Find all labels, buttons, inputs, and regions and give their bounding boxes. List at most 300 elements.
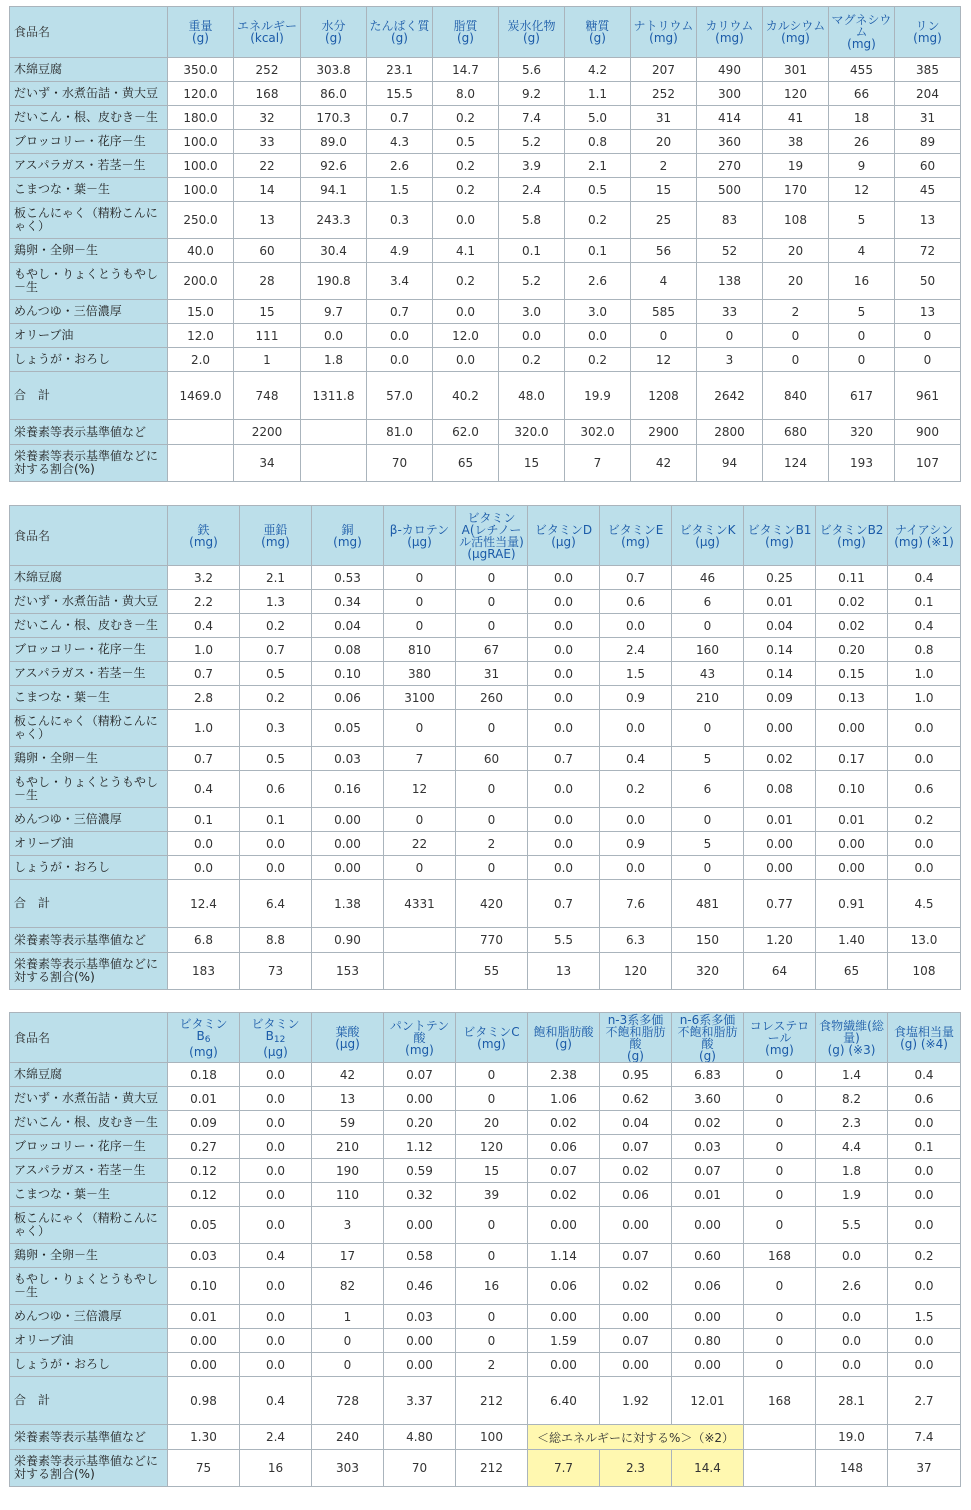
value-cell: 4.9 xyxy=(367,239,433,263)
value-cell: 0.00 xyxy=(312,808,384,832)
food-name: ブロッコリー・花序－生 xyxy=(10,1135,168,1159)
value-cell: 0 xyxy=(456,1207,528,1244)
food-name: もやし・りょくとうもやし－生 xyxy=(10,263,168,300)
value-cell: 0.04 xyxy=(312,614,384,638)
ratio-label: 栄養素等表示基準値などに対する割合(%) xyxy=(10,1450,168,1487)
value-cell: 0 xyxy=(744,1329,816,1353)
reference-label: 栄養素等表示基準値など xyxy=(10,1425,168,1450)
col-copper-header: 銅 (mg) xyxy=(312,506,384,566)
value-cell: 0.4 xyxy=(600,747,672,771)
value-cell: 0.53 xyxy=(312,566,384,590)
food-row xyxy=(10,348,961,372)
reference-cell: 6.3 xyxy=(600,928,672,953)
food-name-header: 食品名 xyxy=(10,7,168,58)
value-cell: 0.6 xyxy=(600,590,672,614)
col-beta-carotene-header: β-カロテン (μg) xyxy=(384,506,456,566)
value-cell: 0 xyxy=(456,710,528,747)
value-cell: 0.00 xyxy=(384,1329,456,1353)
col-weight-header: 重量 (g) xyxy=(168,7,234,58)
value-cell: 0.00 xyxy=(816,856,888,880)
value-cell: 15 xyxy=(234,300,301,324)
value-cell: 0.0 xyxy=(240,1305,312,1329)
value-cell: 4.1 xyxy=(433,239,499,263)
ratio-cell: 65 xyxy=(433,445,499,482)
value-cell: 0.59 xyxy=(384,1159,456,1183)
value-cell: 0 xyxy=(744,1135,816,1159)
value-cell: 380 xyxy=(384,662,456,686)
reference-cell: 302.0 xyxy=(565,420,631,445)
col-cholesterol-header: コレステロール (mg) xyxy=(744,1013,816,1063)
value-cell: 0.58 xyxy=(384,1244,456,1268)
value-cell: 350.0 xyxy=(168,58,234,82)
col-sugar-header: 糖質 (g) xyxy=(565,7,631,58)
total-cell: 0.77 xyxy=(744,880,816,928)
total-cell: 0.7 xyxy=(528,880,600,928)
value-cell: 2.6 xyxy=(565,263,631,300)
value-cell: 4.4 xyxy=(816,1135,888,1159)
ratio-cell: 73 xyxy=(240,953,312,990)
value-cell: 0.02 xyxy=(816,614,888,638)
value-cell: 4.3 xyxy=(367,130,433,154)
value-cell: 0.06 xyxy=(600,1183,672,1207)
reference-cell: 8.8 xyxy=(240,928,312,953)
value-cell: 0.0 xyxy=(240,1111,312,1135)
value-cell: 0.0 xyxy=(888,1268,961,1305)
value-cell: 23.1 xyxy=(367,58,433,82)
value-cell: 0.0 xyxy=(240,1159,312,1183)
food-name: だいず・水煮缶詰・黄大豆 xyxy=(10,590,168,614)
value-cell: 0.03 xyxy=(312,747,384,771)
total-cell: 0.4 xyxy=(240,1377,312,1425)
food-name: 板こんにゃく（精粉こんにゃく） xyxy=(10,1207,168,1244)
total-cell: 48.0 xyxy=(499,372,565,420)
value-cell: 0.00 xyxy=(672,1207,744,1244)
value-cell: 1.8 xyxy=(816,1159,888,1183)
value-cell: 0.0 xyxy=(600,710,672,747)
value-cell: 0.9 xyxy=(600,686,672,710)
value-cell: 0.7 xyxy=(367,106,433,130)
value-cell: 60 xyxy=(456,747,528,771)
ratio-cell: 13 xyxy=(528,953,600,990)
food-name: 木綿豆腐 xyxy=(10,566,168,590)
value-cell: 110 xyxy=(312,1183,384,1207)
reference-cell: 6.8 xyxy=(168,928,240,953)
ratio-cell: 65 xyxy=(816,953,888,990)
value-cell: 92.6 xyxy=(301,154,367,178)
value-cell: 0.12 xyxy=(168,1159,240,1183)
value-cell: 5.5 xyxy=(816,1207,888,1244)
value-cell: 1.14 xyxy=(528,1244,600,1268)
value-cell: 120 xyxy=(763,82,829,106)
value-cell: 0.4 xyxy=(888,614,961,638)
ratio-cell: 14.4 xyxy=(672,1450,744,1487)
col-vitamin-b6-header: ビタミン $B_6$ (mg) xyxy=(168,1013,240,1063)
header-row xyxy=(10,506,961,566)
value-cell: 0.01 xyxy=(816,808,888,832)
value-cell: 0.34 xyxy=(312,590,384,614)
value-cell: 3.2 xyxy=(168,566,240,590)
food-row xyxy=(10,202,961,239)
value-cell: 0.0 xyxy=(600,808,672,832)
food-name: こまつな・葉－生 xyxy=(10,1183,168,1207)
reference-cell: 4.80 xyxy=(384,1425,456,1450)
food-name: 板こんにゃく（精粉こんにゃく） xyxy=(10,710,168,747)
nutrition-table-1 xyxy=(9,6,961,482)
value-cell: 1 xyxy=(312,1305,384,1329)
col-magnesium-header: マグネシウム (mg) xyxy=(829,7,895,58)
value-cell: 0 xyxy=(456,1329,528,1353)
col-niacin-header: ナイアシン (mg) (※1) xyxy=(888,506,961,566)
value-cell: 0.14 xyxy=(744,638,816,662)
food-row xyxy=(10,106,961,130)
value-cell: 0.0 xyxy=(888,1111,961,1135)
ratio-label: 栄養素等表示基準値などに対する割合(%) xyxy=(10,445,168,482)
value-cell: 0 xyxy=(744,1087,816,1111)
value-cell: 1.1 xyxy=(565,82,631,106)
ratio-cell: 37 xyxy=(888,1450,961,1487)
nutrition-table-2 xyxy=(9,505,961,990)
value-cell: 0.0 xyxy=(528,614,600,638)
food-name: しょうが・おろし xyxy=(10,348,168,372)
value-cell: 100.0 xyxy=(168,154,234,178)
value-cell: 0.02 xyxy=(672,1111,744,1135)
value-cell: 0.01 xyxy=(744,808,816,832)
value-cell: 0.1 xyxy=(888,590,961,614)
ratio-cell: 34 xyxy=(234,445,301,482)
reference-cell: 13.0 xyxy=(888,928,961,953)
value-cell: 0.0 xyxy=(888,832,961,856)
col-fat-header: 脂質 (g) xyxy=(433,7,499,58)
food-name: 鶏卵・全卵－生 xyxy=(10,747,168,771)
value-cell: 1 xyxy=(234,348,301,372)
value-cell: 385 xyxy=(895,58,961,82)
value-cell: 46 xyxy=(672,566,744,590)
value-cell: 0.15 xyxy=(816,662,888,686)
value-cell: 0.08 xyxy=(312,638,384,662)
food-row xyxy=(10,1183,961,1207)
value-cell: 83 xyxy=(697,202,763,239)
food-name: だいこん・根、皮むき－生 xyxy=(10,1111,168,1135)
food-name: オリーブ油 xyxy=(10,1329,168,1353)
value-cell: 0.5 xyxy=(565,178,631,202)
value-cell: 0 xyxy=(456,590,528,614)
reference-cell: 2200 xyxy=(234,420,301,445)
value-cell: 5.8 xyxy=(499,202,565,239)
value-cell: 0.0 xyxy=(888,747,961,771)
value-cell: 100.0 xyxy=(168,130,234,154)
value-cell: 0.0 xyxy=(240,1063,312,1087)
value-cell: 170 xyxy=(763,178,829,202)
ratio-label: 栄養素等表示基準値などに対する割合(%) xyxy=(10,953,168,990)
food-row xyxy=(10,1353,961,1377)
reference-cell: 680 xyxy=(763,420,829,445)
col-vitamin-b2-header: ビタミンB2 (mg) xyxy=(816,506,888,566)
ratio-cell: 2.3 xyxy=(600,1450,672,1487)
value-cell: 3 xyxy=(312,1207,384,1244)
value-cell: 0.0 xyxy=(240,832,312,856)
value-cell: 0.6 xyxy=(240,771,312,808)
value-cell: 0.17 xyxy=(816,747,888,771)
value-cell: 0 xyxy=(456,1063,528,1087)
value-cell: 360 xyxy=(697,130,763,154)
value-cell: 13 xyxy=(312,1087,384,1111)
value-cell: 56 xyxy=(631,239,697,263)
total-cell: 6.4 xyxy=(240,880,312,928)
value-cell: 12 xyxy=(631,348,697,372)
food-row xyxy=(10,300,961,324)
value-cell: 0.10 xyxy=(168,1268,240,1305)
reference-cell: 0.90 xyxy=(312,928,384,953)
value-cell: 0.01 xyxy=(168,1305,240,1329)
value-cell: 14 xyxy=(234,178,301,202)
ratio-cell: 120 xyxy=(600,953,672,990)
value-cell: 0.5 xyxy=(240,662,312,686)
reference-label: 栄養素等表示基準値など xyxy=(10,928,168,953)
food-row xyxy=(10,324,961,348)
total-label: 合 計 xyxy=(10,372,168,420)
reference-cell: 19.0 xyxy=(816,1425,888,1450)
food-name: 木綿豆腐 xyxy=(10,58,168,82)
value-cell: 22 xyxy=(384,832,456,856)
value-cell: 15.5 xyxy=(367,82,433,106)
value-cell: 0.02 xyxy=(528,1111,600,1135)
value-cell: 0.46 xyxy=(384,1268,456,1305)
value-cell: 0 xyxy=(384,590,456,614)
value-cell: 0.08 xyxy=(744,771,816,808)
value-cell: 1.0 xyxy=(168,710,240,747)
value-cell: 15.0 xyxy=(168,300,234,324)
value-cell: 0 xyxy=(744,1111,816,1135)
value-cell: 32 xyxy=(234,106,301,130)
value-cell: 17 xyxy=(312,1244,384,1268)
value-cell: 60 xyxy=(234,239,301,263)
value-cell: 3100 xyxy=(384,686,456,710)
reference-cell: 81.0 xyxy=(367,420,433,445)
ratio-cell: 193 xyxy=(829,445,895,482)
value-cell: 0 xyxy=(744,1305,816,1329)
value-cell: 0.10 xyxy=(816,771,888,808)
food-name: めんつゆ・三倍濃厚 xyxy=(10,808,168,832)
value-cell: 0.05 xyxy=(168,1207,240,1244)
value-cell: 0.0 xyxy=(565,324,631,348)
value-cell: 414 xyxy=(697,106,763,130)
food-row xyxy=(10,1207,961,1244)
value-cell: 0 xyxy=(384,808,456,832)
value-cell: 0.0 xyxy=(528,832,600,856)
value-cell: 9.7 xyxy=(301,300,367,324)
col-calcium-header: カルシウム (mg) xyxy=(763,7,829,58)
reference-cell: 150 xyxy=(672,928,744,953)
header-row xyxy=(10,7,961,58)
value-cell: 1.0 xyxy=(888,686,961,710)
food-name: めんつゆ・三倍濃厚 xyxy=(10,300,168,324)
value-cell: 138 xyxy=(697,263,763,300)
value-cell: 168 xyxy=(234,82,301,106)
value-cell: 0.0 xyxy=(528,808,600,832)
value-cell: 0.00 xyxy=(600,1305,672,1329)
value-cell: 0.4 xyxy=(888,566,961,590)
value-cell: 0.0 xyxy=(888,710,961,747)
value-cell: 38 xyxy=(763,130,829,154)
food-row xyxy=(10,686,961,710)
value-cell: 41 xyxy=(763,106,829,130)
food-row xyxy=(10,82,961,106)
total-row xyxy=(10,880,961,928)
reference-cell: 7.4 xyxy=(888,1425,961,1450)
value-cell: 5 xyxy=(672,832,744,856)
ratio-cell: 212 xyxy=(456,1450,528,1487)
value-cell: 0.7 xyxy=(600,566,672,590)
value-cell: 0.0 xyxy=(433,348,499,372)
value-cell: 0 xyxy=(456,771,528,808)
value-cell: 1.59 xyxy=(528,1329,600,1353)
value-cell: 1.3 xyxy=(240,590,312,614)
value-cell: 250.0 xyxy=(168,202,234,239)
food-row xyxy=(10,638,961,662)
value-cell: 0.0 xyxy=(433,300,499,324)
total-cell: 4.5 xyxy=(888,880,961,928)
food-name: だいず・水煮缶詰・黄大豆 xyxy=(10,82,168,106)
value-cell: 0.00 xyxy=(528,1353,600,1377)
food-row xyxy=(10,832,961,856)
value-cell: 52 xyxy=(697,239,763,263)
value-cell: 0.25 xyxy=(744,566,816,590)
value-cell: 0.07 xyxy=(672,1159,744,1183)
value-cell: 2.6 xyxy=(816,1268,888,1305)
food-row xyxy=(10,263,961,300)
value-cell: 12.0 xyxy=(168,324,234,348)
food-name: こまつな・葉－生 xyxy=(10,686,168,710)
ratio-cell xyxy=(384,953,456,990)
food-name-header: 食品名 xyxy=(10,506,168,566)
value-cell: 0.4 xyxy=(168,614,240,638)
food-row xyxy=(10,1087,961,1111)
value-cell: 0.00 xyxy=(384,1207,456,1244)
value-cell: 5 xyxy=(829,300,895,324)
ratio-cell xyxy=(168,445,234,482)
col-vitamin-b1-header: ビタミンB1 (mg) xyxy=(744,506,816,566)
value-cell: 0.02 xyxy=(600,1268,672,1305)
ratio-cell: 64 xyxy=(744,953,816,990)
value-cell: 94.1 xyxy=(301,178,367,202)
value-cell: 0 xyxy=(672,710,744,747)
col-sodium-header: ナトリウム (mg) xyxy=(631,7,697,58)
food-name: オリーブ油 xyxy=(10,324,168,348)
value-cell: 3.4 xyxy=(367,263,433,300)
value-cell: 0.0 xyxy=(528,856,600,880)
reference-cell: 62.0 xyxy=(433,420,499,445)
value-cell: 0.00 xyxy=(672,1305,744,1329)
value-cell: 0 xyxy=(895,324,961,348)
value-cell: 0.00 xyxy=(600,1207,672,1244)
value-cell: 0.00 xyxy=(528,1207,600,1244)
food-row xyxy=(10,662,961,686)
value-cell: 14.7 xyxy=(433,58,499,82)
value-cell: 0.06 xyxy=(528,1135,600,1159)
ratio-cell: 153 xyxy=(312,953,384,990)
food-name: だいず・水煮缶詰・黄大豆 xyxy=(10,1087,168,1111)
value-cell: 1.9 xyxy=(816,1183,888,1207)
value-cell: 0 xyxy=(763,324,829,348)
reference-cell: 1.30 xyxy=(168,1425,240,1450)
food-name-header: 食品名 xyxy=(10,1013,168,1063)
total-cell: 840 xyxy=(763,372,829,420)
value-cell: 0.00 xyxy=(816,710,888,747)
reference-row xyxy=(10,420,961,445)
total-cell: 7.6 xyxy=(600,880,672,928)
value-cell: 2 xyxy=(456,1353,528,1377)
value-cell: 42 xyxy=(312,1063,384,1087)
reference-cell: 100 xyxy=(456,1425,528,1450)
value-cell: 82 xyxy=(312,1268,384,1305)
value-cell: 0.4 xyxy=(888,1063,961,1087)
value-cell: 0.2 xyxy=(565,348,631,372)
value-cell: 0.11 xyxy=(816,566,888,590)
food-name: アスパラガス・若茎－生 xyxy=(10,662,168,686)
value-cell: 0 xyxy=(456,1087,528,1111)
total-cell: 1469.0 xyxy=(168,372,234,420)
value-cell: 67 xyxy=(456,638,528,662)
value-cell: 210 xyxy=(312,1135,384,1159)
value-cell: 0.02 xyxy=(816,590,888,614)
food-name: 木綿豆腐 xyxy=(10,1063,168,1087)
value-cell: 0.0 xyxy=(240,1135,312,1159)
value-cell: 0.0 xyxy=(240,1207,312,1244)
reference-cell: 2800 xyxy=(697,420,763,445)
food-name: こまつな・葉－生 xyxy=(10,178,168,202)
value-cell: 252 xyxy=(631,82,697,106)
value-cell: 0 xyxy=(763,348,829,372)
food-row xyxy=(10,808,961,832)
value-cell: 0.20 xyxy=(816,638,888,662)
value-cell: 0.5 xyxy=(240,747,312,771)
value-cell: 0.0 xyxy=(816,1329,888,1353)
total-cell: 4331 xyxy=(384,880,456,928)
value-cell: 72 xyxy=(895,239,961,263)
total-cell: 2642 xyxy=(697,372,763,420)
ratio-cell: 16 xyxy=(240,1450,312,1487)
value-cell: 2 xyxy=(456,832,528,856)
value-cell: 0.27 xyxy=(168,1135,240,1159)
col-water-header: 水分 (g) xyxy=(301,7,367,58)
value-cell: 25 xyxy=(631,202,697,239)
value-cell: 0.0 xyxy=(528,686,600,710)
col-zinc-header: 亜鉛 (mg) xyxy=(240,506,312,566)
value-cell: 5.2 xyxy=(499,263,565,300)
value-cell: 120.0 xyxy=(168,82,234,106)
food-name: しょうが・おろし xyxy=(10,1353,168,1377)
ratio-row xyxy=(10,953,961,990)
energy-ratio-note: ＜総エネルギーに対する%＞（※2） xyxy=(528,1425,744,1450)
value-cell: 0.00 xyxy=(744,710,816,747)
value-cell: 0 xyxy=(384,710,456,747)
reference-cell: 2.4 xyxy=(240,1425,312,1450)
ratio-cell: 7.7 xyxy=(528,1450,600,1487)
value-cell: 0.3 xyxy=(367,202,433,239)
value-cell: 1.5 xyxy=(367,178,433,202)
value-cell: 5.0 xyxy=(565,106,631,130)
value-cell: 0.05 xyxy=(312,710,384,747)
value-cell: 168 xyxy=(744,1244,816,1268)
value-cell: 13 xyxy=(895,300,961,324)
col-vitamin-a-header: ビタミンA(レチノール活性当量) (μgRAE) xyxy=(456,506,528,566)
value-cell: 6 xyxy=(672,590,744,614)
value-cell: 0 xyxy=(384,856,456,880)
total-cell: 1.92 xyxy=(600,1377,672,1425)
value-cell: 16 xyxy=(829,263,895,300)
value-cell: 0.60 xyxy=(672,1244,744,1268)
value-cell: 0 xyxy=(456,1305,528,1329)
